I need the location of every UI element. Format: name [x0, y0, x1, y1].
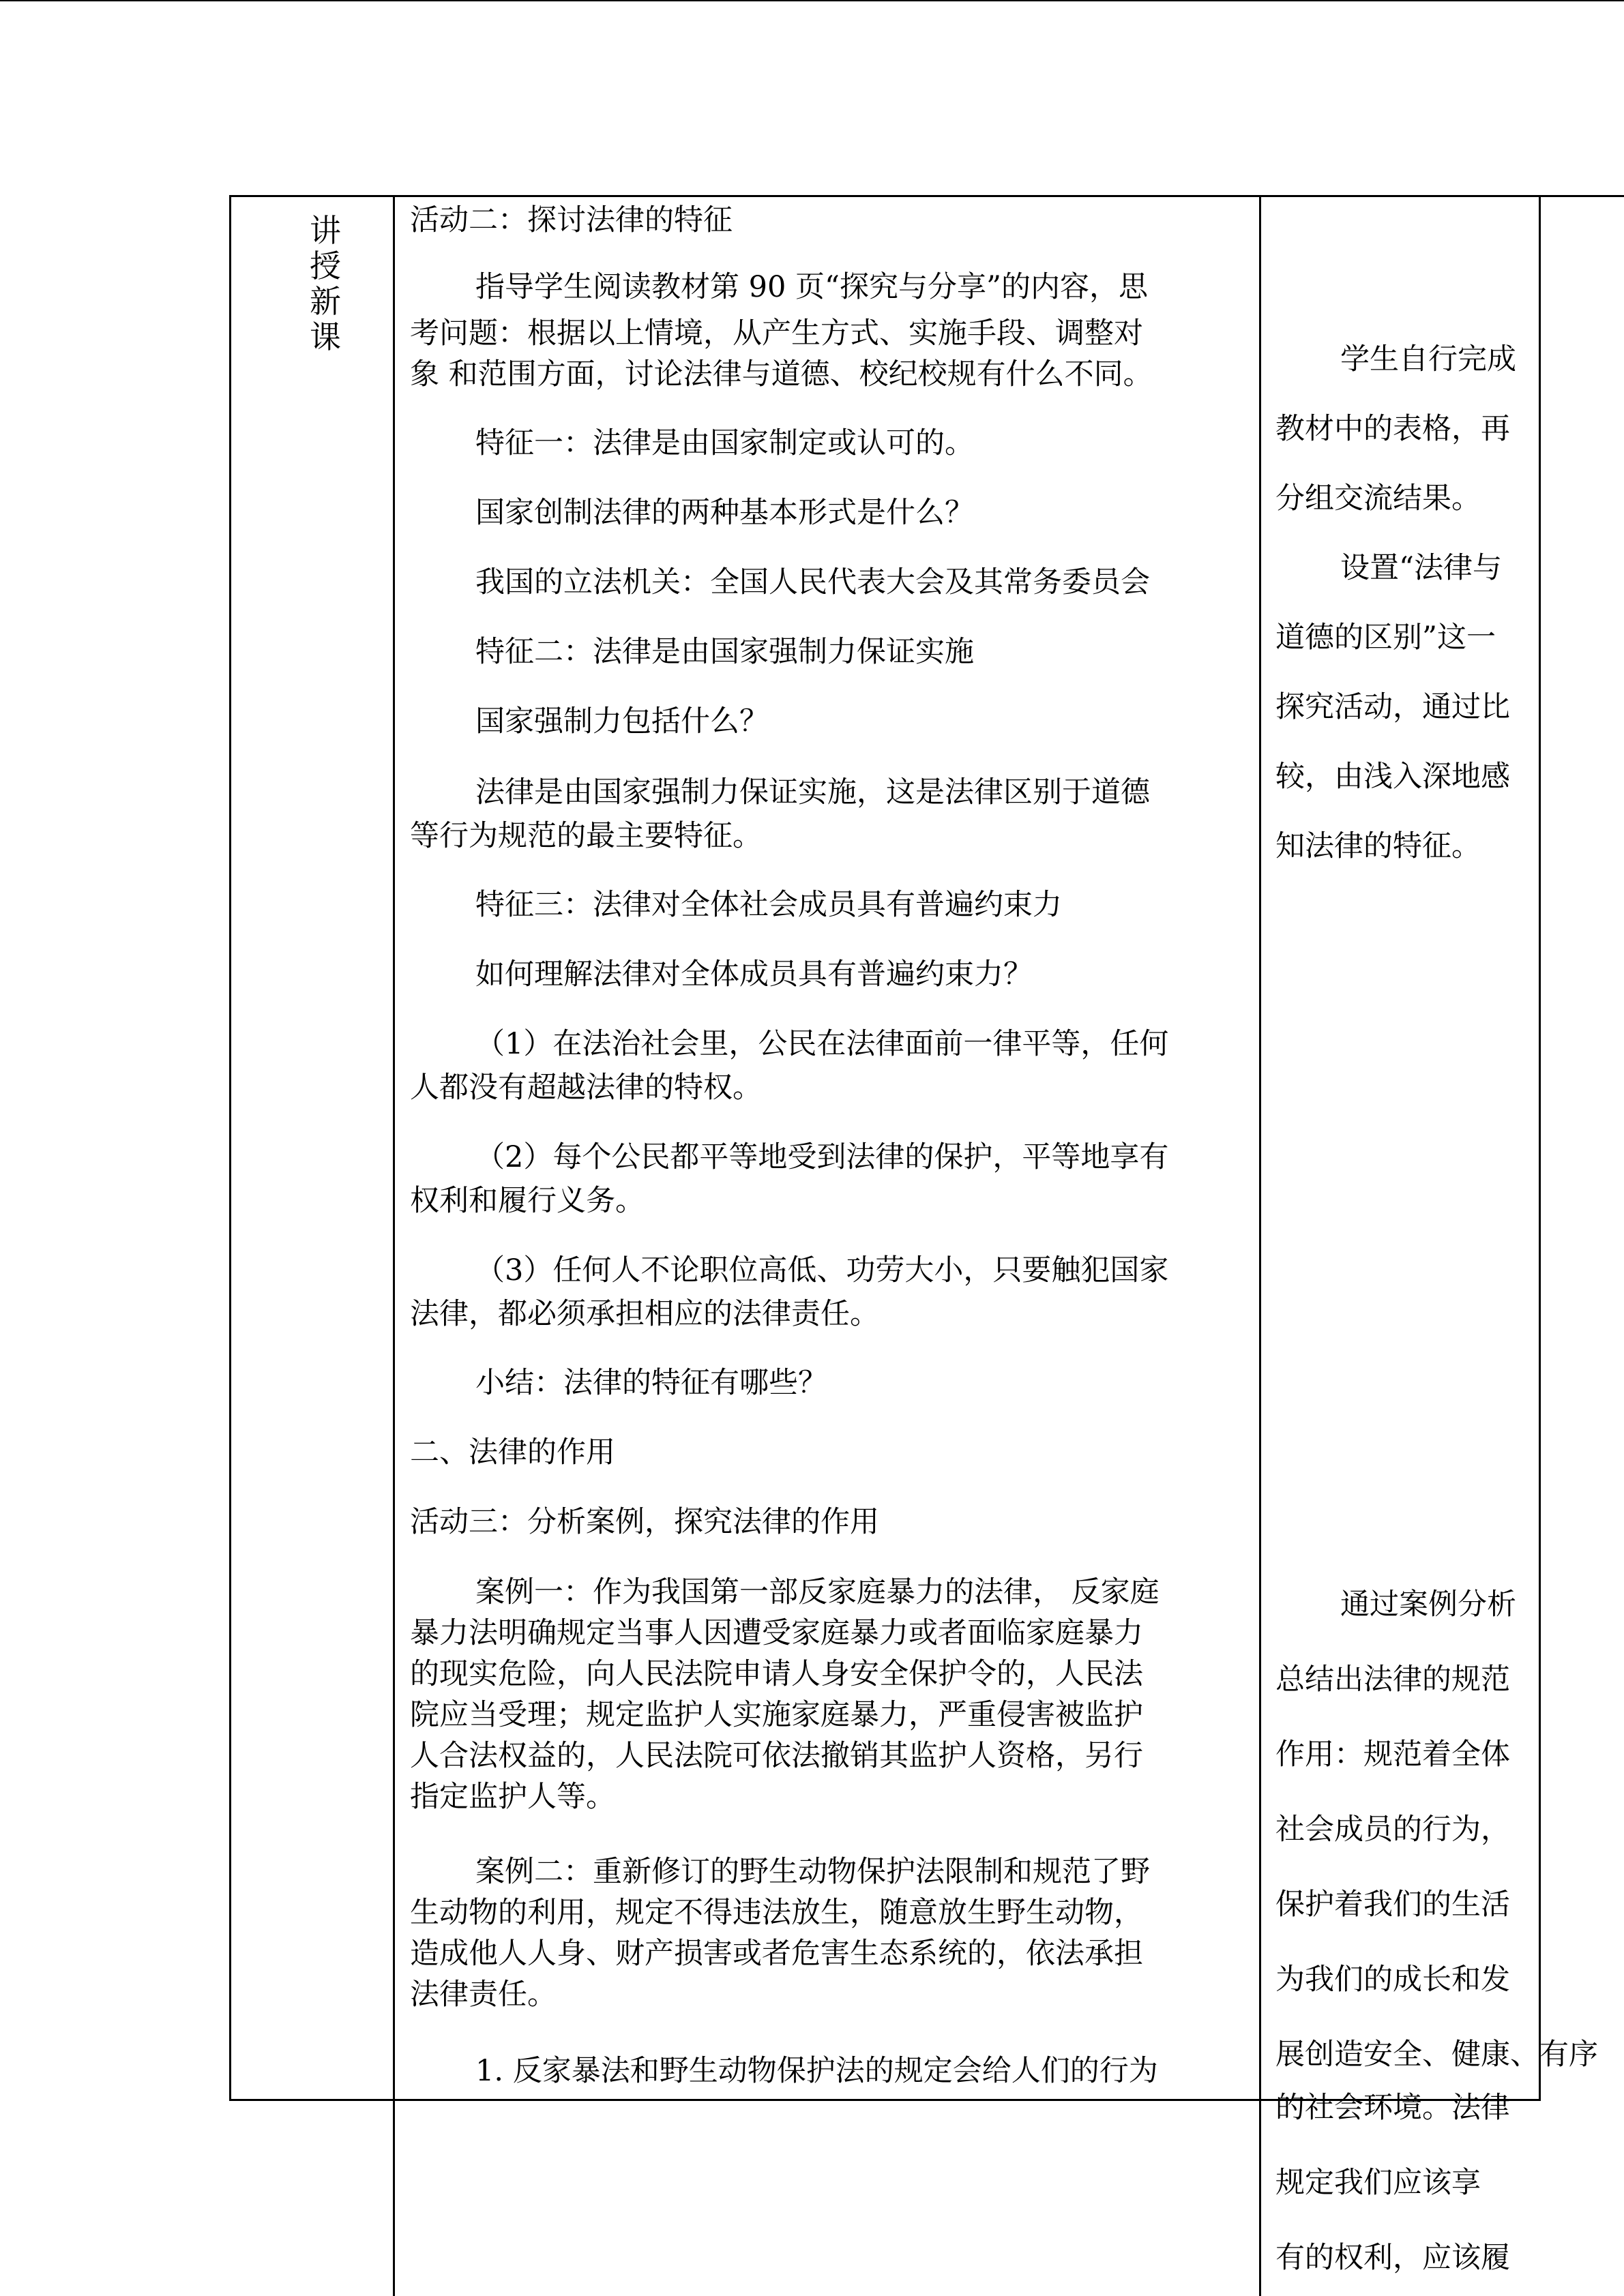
point-3-line-2: 法律，都必须承担相应的法律责任。 [410, 1297, 879, 1331]
side-note-3-line: 保护着我们的生活 [1275, 1888, 1510, 1922]
side-note-1-line: 教材中的表格，再 [1275, 412, 1510, 446]
feature-2: 特征二：法律是由国家强制力保证实施 [475, 635, 974, 669]
side-note-1-line: 分组交流结果。 [1275, 481, 1481, 516]
side-note-2-line: 设置“法律与 [1340, 551, 1502, 585]
case-2-line: 造成他人人身、财产损害或者危害生态系统的，依法承担 [410, 1937, 1143, 1971]
feature-3: 特征三：法律对全体社会成员具有普遍约束力 [475, 888, 1062, 922]
guide-line-3: 象 和范围方面，讨论法律与道德、校纪校规有什么不同。 [410, 357, 1153, 391]
case-1-line: 指定监护人等。 [410, 1780, 615, 1814]
case-2-line: 生动物的利用，规定不得违法放生，随意放生野生动物， [410, 1896, 1143, 1930]
side-note-3-line: 的社会环境。法律 [1275, 2091, 1510, 2125]
side-column-divider [1539, 195, 1541, 2101]
point-2-line-2: 权利和履行义务。 [410, 1184, 645, 1218]
activity3-title: 活动三：分析案例，探究法律的作用 [410, 1505, 879, 1539]
case-1-line: 的现实危险，向人民法院申请人身安全保护令的，人民法 [410, 1657, 1143, 1691]
case-2-line: 案例二：重新修订的野生动物保护法限制和规范了野 [475, 1855, 1150, 1889]
feature-1: 特征一：法律是由国家制定或认可的。 [475, 426, 974, 460]
side-note-2-line: 知法律的特征。 [1275, 829, 1481, 863]
side-note-2-line: 探究活动，通过比 [1275, 690, 1510, 724]
side-note-1-line: 学生自行完成 [1340, 342, 1516, 376]
side-note-3-line: 总结出法律的规范 [1275, 1663, 1510, 1697]
side-note-3-line: 规定我们应该享 [1275, 2166, 1481, 2200]
point-1-line-1: （1）在法治社会里，公民在法律面前一律平等，任何 [475, 1027, 1169, 1061]
side-note-2-line: 较，由浅入深地感 [1275, 760, 1510, 794]
question-two-forms: 国家创制法律的两种基本形式是什么？ [475, 496, 974, 530]
legislature-text: 我国的立法机关：全国人民代表大会及其常务委员会 [475, 565, 1150, 599]
side-note-3-line: 作用：规范着全体 [1275, 1738, 1510, 1772]
table-left-border [229, 195, 231, 2101]
guide-line-1: 指导学生阅读教材第 90 页“探究与分享”的内容，思 [475, 270, 1149, 304]
point-2-line-1: （2）每个公民都平等地受到法律的保护，平等地享有 [475, 1140, 1169, 1174]
main-column-divider [1259, 195, 1261, 2296]
force-line-2: 等行为规范的最主要特征。 [410, 819, 762, 853]
summary-question: 小结：法律的特征有哪些？ [475, 1366, 827, 1400]
force-line-1: 法律是由国家强制力保证实施，这是法律区别于道德 [475, 775, 1150, 809]
case-1-line: 案例一：作为我国第一部反家庭暴力的法律， 反家庭 [475, 1575, 1160, 1609]
side-note-3-line: 社会成员的行为， [1275, 1813, 1510, 1847]
case-1-line: 人合法权益的，人民法院可依法撤销其监护人资格，另行 [410, 1739, 1143, 1773]
activity2-title: 活动二：探讨法律的特征 [410, 203, 733, 237]
guide-line-2: 考问题：根据以上情境，从产生方式、实施手段、调整对 [410, 316, 1143, 351]
case-2-line: 法律责任。 [410, 1978, 557, 2012]
question-state-force: 国家强制力包括什么？ [475, 704, 769, 739]
question-1: 1. 反家暴法和野生动物保护法的规定会给人们的行为 [475, 2054, 1158, 2088]
case-1-line: 暴力法明确规定当事人因遭受家庭暴力或者面临家庭暴力 [410, 1616, 1143, 1650]
side-note-3-line: 通过案例分析 [1340, 1587, 1516, 1622]
question-binding: 如何理解法律对全体成员具有普遍约束力？ [475, 957, 1033, 992]
point-3-line-1: （3）任何人不论职位高低、功劳大小，只要触犯国家 [475, 1253, 1169, 1287]
side-note-2-line: 道德的区别”这一 [1275, 621, 1496, 655]
side-note-3-line: 展创造安全、健康、有序 [1275, 2038, 1598, 2072]
section-label: 讲授新课 [310, 212, 341, 355]
case-1-line: 院应当受理；规定监护人实施家庭暴力，严重侵害被监护 [410, 1698, 1143, 1732]
page-top-border [0, 0, 1624, 1]
section-2-heading: 二、法律的作用 [410, 1435, 615, 1470]
side-note-3-line: 有的权利，应该履 [1275, 2241, 1510, 2275]
side-note-3-line: 为我们的成长和发 [1275, 1963, 1510, 1997]
table-top-border [229, 195, 1624, 197]
point-1-line-2: 人都没有超越法律的特权。 [410, 1071, 762, 1105]
label-column-divider [393, 195, 395, 2296]
